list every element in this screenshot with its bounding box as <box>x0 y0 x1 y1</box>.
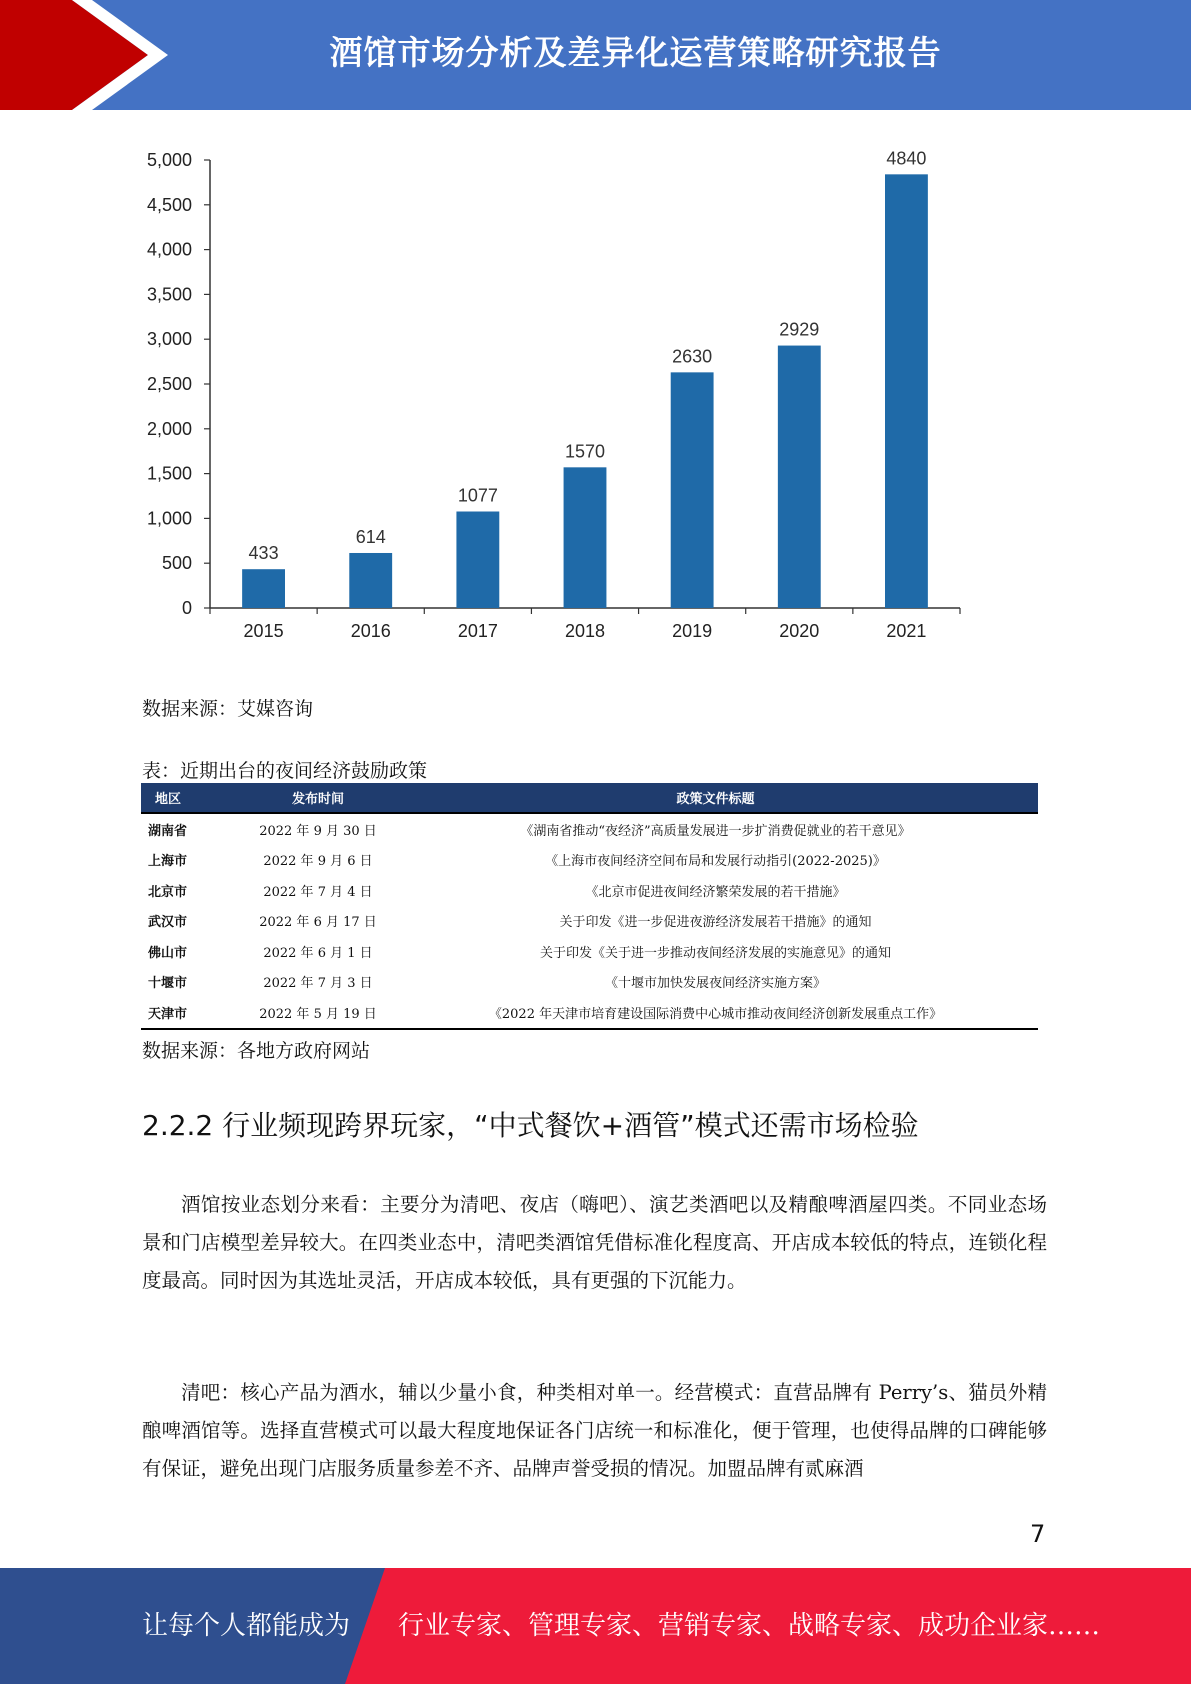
page-header <box>0 0 1191 110</box>
bar <box>671 372 714 608</box>
cell-region: 武汉市 <box>148 915 188 931</box>
cell-date: 2022 年 7 月 4 日 <box>263 884 373 900</box>
table-header-row <box>141 783 1038 813</box>
y-tick-label: 1,500 <box>146 463 192 484</box>
data-label: 433 <box>248 543 279 564</box>
x-tick-label: 2015 <box>243 621 284 641</box>
cell-policy-title: 《湖南省推动“夜经济”高质量发展进一步扩消费促就业的若干意见》 <box>520 823 911 839</box>
x-tick-label: 2017 <box>457 621 498 641</box>
y-tick-label: 4,500 <box>146 194 192 215</box>
page-footer <box>0 1568 1191 1684</box>
y-tick-label: 3,000 <box>146 329 192 350</box>
x-tick-label: 2020 <box>779 621 820 641</box>
y-tick-label: 500 <box>161 553 192 574</box>
paragraph-1: 酒馆按业态划分来看：主要分为清吧、夜店（嗨吧）、演艺类酒吧以及精酿啤酒屋四类。不同业态场景和门店模型差异较大。在四类业态中，清吧类酒馆凭借标准化程度高、开店成本较低的特点，连锁化程度最高。同时因为其选址灵活，开店成本较低，具有更强的下沉能力。 <box>142 1193 1047 1292</box>
paragraph-2: 清吧：核心产品为酒水，辅以少量小食，种类相对单一。经营模式：直营品牌有 Perry’s、猫员外精酿啤酒馆等。选择直营模式可以最大程度地保证各门店统一和标准化，便于管理，也使得品牌的口碑能够有保证，避免出现门店服务质量参差不齐、品牌声誉受损的情况。加盟品牌有贰麻酒 <box>142 1381 1047 1480</box>
y-tick-label: 5,000 <box>146 150 192 170</box>
cell-region: 上海市 <box>148 854 188 870</box>
bar <box>349 553 392 608</box>
table-row <box>141 845 1038 876</box>
policy-table <box>141 783 1038 1030</box>
table-row <box>141 875 1038 906</box>
data-label: 614 <box>355 526 386 547</box>
table-source: 数据来源：各地方政府网站 <box>142 1040 371 1062</box>
y-tick-label: 2,500 <box>146 374 192 394</box>
header-region: 地区 <box>141 783 243 813</box>
cell-date: 2022 年 9 月 6 日 <box>263 854 373 870</box>
cell-policy-title: 关于印发《关于进一步推动夜间经济发展的实施意见》的通知 <box>539 945 891 961</box>
x-tick-label: 2021 <box>886 621 927 641</box>
y-tick-label: 0 <box>181 598 192 618</box>
cell-region: 天津市 <box>148 1006 188 1022</box>
bar <box>242 569 285 608</box>
y-tick-label: 1,000 <box>146 508 192 529</box>
header-policy-title: 政策文件标题 <box>393 783 1038 813</box>
cell-policy-title: 《十堰市加快发展夜间经济实施方案》 <box>604 976 826 992</box>
y-tick-label: 2,000 <box>146 418 192 439</box>
cell-region: 十堰市 <box>148 976 188 992</box>
chart-source: 数据来源：艾媒咨询 <box>142 698 314 720</box>
x-tick-label: 2016 <box>350 621 391 641</box>
cell-region: 佛山市 <box>148 945 188 961</box>
bar <box>564 467 607 608</box>
data-label: 2630 <box>672 346 713 367</box>
page-number: 7 <box>1030 1520 1046 1548</box>
bar <box>885 174 928 608</box>
x-tick-label: 2019 <box>672 621 713 641</box>
table-row <box>141 906 1038 937</box>
data-label: 1077 <box>457 485 498 506</box>
y-tick-label: 4,000 <box>146 239 192 260</box>
data-label: 2929 <box>779 319 820 340</box>
table-row <box>141 997 1038 1029</box>
section-heading: 2.2.2 行业频现跨界玩家，“中式餐饮+酒管”模式还需市场检验 <box>142 1109 919 1142</box>
table-caption: 表：近期出台的夜间经济鼓励政策 <box>142 760 428 782</box>
bar <box>456 512 499 608</box>
cell-policy-title: 《上海市夜间经济空间布局和发展行动指引(2022-2025)》 <box>545 854 886 870</box>
footer-slogan-left: 让每个人都能成为 <box>142 1611 351 1641</box>
table-row <box>141 967 1038 998</box>
cell-policy-title: 《北京市促进夜间经济繁荣发展的若干措施》 <box>585 884 846 900</box>
bar <box>778 346 821 608</box>
cell-region: 北京市 <box>148 884 188 900</box>
report-title: 酒馆市场分析及差异化运营策略研究报告 <box>329 33 942 72</box>
cell-region: 湖南省 <box>148 823 188 839</box>
cell-date: 2022 年 6 月 17 日 <box>259 915 377 931</box>
cell-policy-title: 关于印发《进一步促进夜游经济发展若干措施》的通知 <box>559 915 872 931</box>
y-tick-label: 3,500 <box>146 284 192 305</box>
data-label: 1570 <box>564 441 606 462</box>
table-row <box>141 936 1038 967</box>
cell-date: 2022 年 7 月 3 日 <box>263 976 373 992</box>
table-row <box>141 813 1038 845</box>
cell-policy-title: 《2022 年天津市培育建设国际消费中心城市推动夜间经济创新发展重点工作》 <box>488 1006 943 1022</box>
bar-chart <box>130 140 1030 695</box>
x-tick-label: 2018 <box>564 621 606 641</box>
cell-date: 2022 年 6 月 1 日 <box>263 945 373 961</box>
footer-slogan-right: 行业专家、管理专家、营销专家、战略专家、成功企业家…… <box>398 1611 1101 1641</box>
data-label: 4840 <box>886 148 927 169</box>
cell-date: 2022 年 9 月 30 日 <box>259 823 377 839</box>
cell-date: 2022 年 5 月 19 日 <box>259 1006 377 1022</box>
header-date: 发布时间 <box>243 783 393 813</box>
